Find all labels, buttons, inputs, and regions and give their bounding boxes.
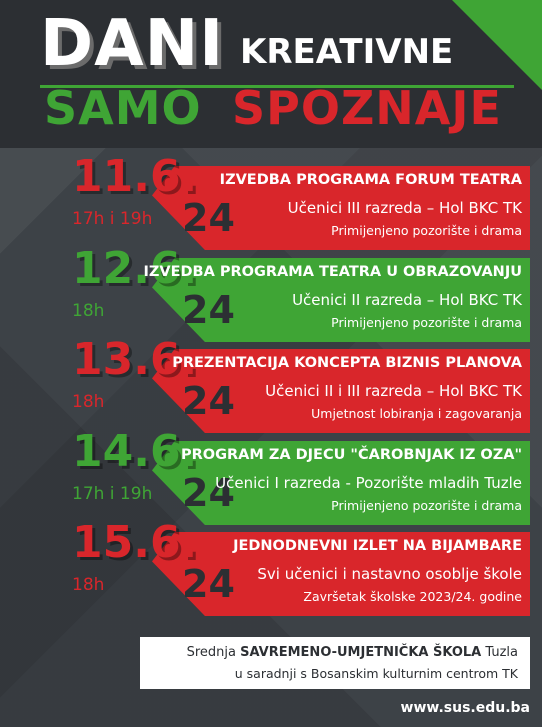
event-4 <box>0 426 542 525</box>
event-day-number: 24 <box>182 471 235 515</box>
event-title: JEDNODNEVNI IZLET NA BIJAMBARE <box>233 538 522 554</box>
school-name: SAVREMENO-UMJETNIČKA ŠKOLA <box>240 645 482 660</box>
event-date: 13.6. <box>72 334 198 385</box>
event-day-number: 24 <box>182 379 235 423</box>
event-date: 14.6. <box>72 426 198 477</box>
title-samo: SAMO <box>44 81 202 135</box>
event-1 <box>0 151 542 250</box>
event-date: 12.6. <box>72 243 198 294</box>
event-title: PREZENTACIJA KONCEPTA BIZNIS PLANOVA <box>172 355 522 371</box>
event-time: 17h i 19h <box>72 484 153 504</box>
school-box <box>140 637 530 689</box>
school-name-line <box>187 645 518 660</box>
event-subject: Primijenjeno pozorište i drama <box>331 498 522 513</box>
event-day-number: 24 <box>182 196 235 240</box>
event-3 <box>0 334 542 433</box>
event-time: 18h <box>72 392 105 412</box>
event-title: IZVEDBA PROGRAMA FORUM TEATRA <box>219 172 522 188</box>
title-spoznaje: SPOZNAJE <box>232 81 502 135</box>
event-participants: Učenici II razreda – Hol BKC TK <box>292 291 522 309</box>
event-day-number: 24 <box>182 288 235 332</box>
website-url[interactable]: www.sus.edu.ba <box>400 700 530 716</box>
title-dani: DANI <box>40 7 225 81</box>
school-prefix: Srednja <box>186 645 241 660</box>
event-participants: Svi učenici i nastavno osoblje škole <box>257 565 522 583</box>
event-date: 11.6. <box>72 151 198 202</box>
header-green-accent <box>452 0 542 90</box>
event-participants: Učenici III razreda – Hol BKC TK <box>287 199 522 217</box>
school-city: Tuzla <box>481 645 518 660</box>
event-2 <box>0 243 542 342</box>
event-day-number: 24 <box>182 562 235 606</box>
event-subject: Primijenjeno pozorište i drama <box>331 315 522 330</box>
partner-line: u saradnji s Bosanskim kulturnim centrom TK <box>234 666 518 681</box>
title-kreativne: KREATIVNE <box>240 32 454 72</box>
event-time: 18h <box>72 575 105 595</box>
event-participants: Učenici II i III razreda – Hol BKC TK <box>265 382 522 400</box>
event-time: 17h i 19h <box>72 209 153 229</box>
event-time: 18h <box>72 301 105 321</box>
event-participants: Učenici I razreda - Pozorište mladih Tuzle <box>215 474 522 492</box>
event-subject: Primijenjeno pozorište i drama <box>331 223 522 238</box>
event-5 <box>0 517 542 616</box>
event-subject: Završetak školske 2023/24. godine <box>303 589 522 604</box>
event-title: PROGRAM ZA DJECU "ČAROBNJAK IZ OZA" <box>180 447 522 463</box>
event-date: 15.6. <box>72 517 198 568</box>
event-subject: Umjetnost lobiranja i zagovaranja <box>311 406 522 421</box>
header-panel <box>0 0 542 148</box>
event-title: IZVEDBA PROGRAMA TEATRA U OBRAZOVANJU <box>143 264 522 280</box>
